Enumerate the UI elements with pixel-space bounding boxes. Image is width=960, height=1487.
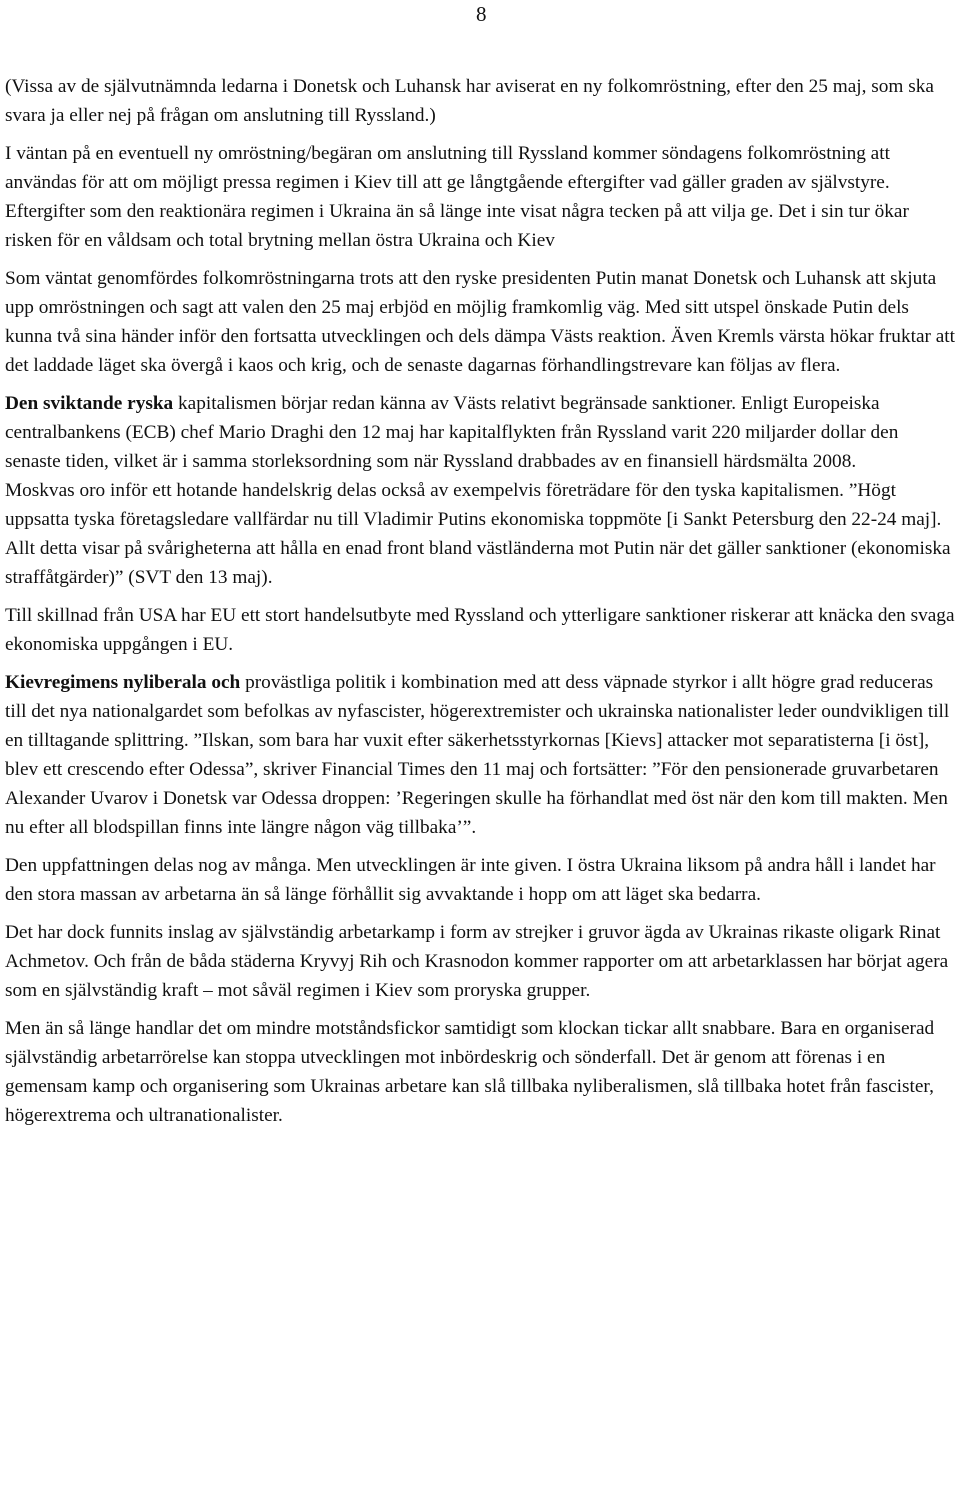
paragraph-text: Det har dock funnits inslag av självständig arbetarkamp i form av strejker i gruvor ägda av Ukrainas rikaste oligark Rinat Achmetov. Och från de båda städerna Kryvyj Rih och Krasnodon kommer rapporter om att arbetarklassen har börjat agera som en självständig kraft – mot såväl regimen i Kiev som proryska grupper. <box>5 922 949 1001</box>
paragraph-text: Men än så länge handlar det om mindre motståndsfickor samtidigt som klockan tickar allt snabbare. Bara en organiserad självständig arbetarrörelse kan stoppa utvecklingen mot inbördeskrig och sönderfall. Det är genom att förenas i en gemensam kamp och organisering som Ukrainas arbetare kan slå tillbaka nyliberalismen, slå tillbaka hotet från fascister, högerextrema och ultranationalister. <box>5 1018 935 1126</box>
paragraph-kiev-concessions <box>5 139 957 255</box>
paragraph-text: I väntan på en eventuell ny omröstning/begäran om anslutning till Ryssland kommer söndagens folkomröstning att användas för att om möjligt pressa regimen i Kiev till att ge långtgående eftergifter vad gäller graden av självstyre. Eftergifter som den reaktionära regimen i Ukraina än så länge inte visat några tecken på att vilja ge. Det i sin tur ökar risken för en våldsam och total brytning mellan östra Ukraina och Kiev <box>5 143 909 251</box>
paragraph-lead: Den sviktande ryska <box>5 393 174 414</box>
paragraph-workers-struggle <box>5 918 957 1005</box>
paragraph-conclusion <box>5 1014 957 1130</box>
paragraph-text: Moskvas oro inför ett hotande handelskrig delas också av exempelvis företrädare för den tyska kapitalismen. ”Högt uppsatta tyska företagsledare vallfärdar nu till Vladimir Putins ekonomiska toppmöte [i Sankt Petersburg den 22-24 maj]. Allt detta visar på svårigheterna att hålla en enad front bland västländerna mot Putin när det gäller sanktioner (ekonomiska straffåtgärder)” (SVT den 13 maj). <box>5 480 951 588</box>
paragraph-referendum-note <box>5 72 957 130</box>
paragraph-east-ukraine <box>5 851 957 909</box>
document-body <box>5 72 957 1139</box>
paragraph-lead: Kievregimens nyliberala och <box>5 672 241 693</box>
paragraph-kiev-regime <box>5 668 957 842</box>
paragraph-text: kapitalismen börjar redan känna av Västs relativt begränsade sanktioner. Enligt Europeiska centralbankens (ECB) chef Mario Draghi den 12 maj har kapitalflykten från Ryssland varit 220 miljarder dollar den senaste tiden, vilket är i samma storleksordning som när Ryssland drabbades av en finansiell härdsmälta 2008. <box>5 393 899 472</box>
page-number: 8 <box>476 2 487 26</box>
paragraph-text: Till skillnad från USA har EU ett stort handelsutbyte med Ryssland och ytterligare sanktioner riskerar att knäcka den svaga ekonomiska uppgången i EU. <box>5 605 955 655</box>
paragraph-putin-postpone <box>5 264 957 380</box>
paragraph-eu-trade <box>5 601 957 659</box>
paragraph-moscow-trade <box>5 476 957 592</box>
paragraph-russian-capitalism <box>5 389 957 476</box>
paragraph-text: (Vissa av de självutnämnda ledarna i Donetsk och Luhansk har aviserat en ny folkomröstning, efter den 25 maj, som ska svara ja eller nej på frågan om anslutning till Ryssland.) <box>5 76 934 126</box>
paragraph-text: Den uppfattningen delas nog av många. Men utvecklingen är inte given. I östra Ukraina liksom på andra håll i landet har den stora massan av arbetarna än så länge förhållit sig avvaktande i hopp om att läget ska bedarra. <box>5 855 936 905</box>
paragraph-text: Som väntat genomfördes folkomröstningarna trots att den ryske presidenten Putin manat Donetsk och Luhansk att skjuta upp omröstningen och sagt att valen den 25 maj erbjöd en möjlig framkomlig väg. Med sitt utspel önskade Putin dels kunna två sina händer inför den fortsatta utvecklingen och dels dämpa Västs reaktion. Även Kremls värsta hökar fruktar att det laddade läget ska övergå i kaos och krig, och de senaste dagarnas förhandlingstrevare kan följas av flera. <box>5 268 956 376</box>
paragraph-text: provästliga politik i kombination med att dess väpnade styrkor i allt högre grad reduceras till det nya nationalgardet som befolkas av nyfascister, högerextremister och ukrainska nationalister leder oundvikligen till en tilltagande splittring. ”Ilskan, som bara har vuxit efter säkerhetsstyrkornas [Kievs] attacker mot separatisterna [i öst], blev ett crescendo efter Odessa”, skriver Financial Times den 11 maj och fortsätter: ”För den pensionerade gruvarbetaren Alexander Uvarov i Donetsk var Odessa droppen: ’Regeringen skulle ha förhandlat med öst när den kom till makten. Men nu efter all blodspillan finns inte längre någon väg tillbaka’”. <box>5 672 950 838</box>
